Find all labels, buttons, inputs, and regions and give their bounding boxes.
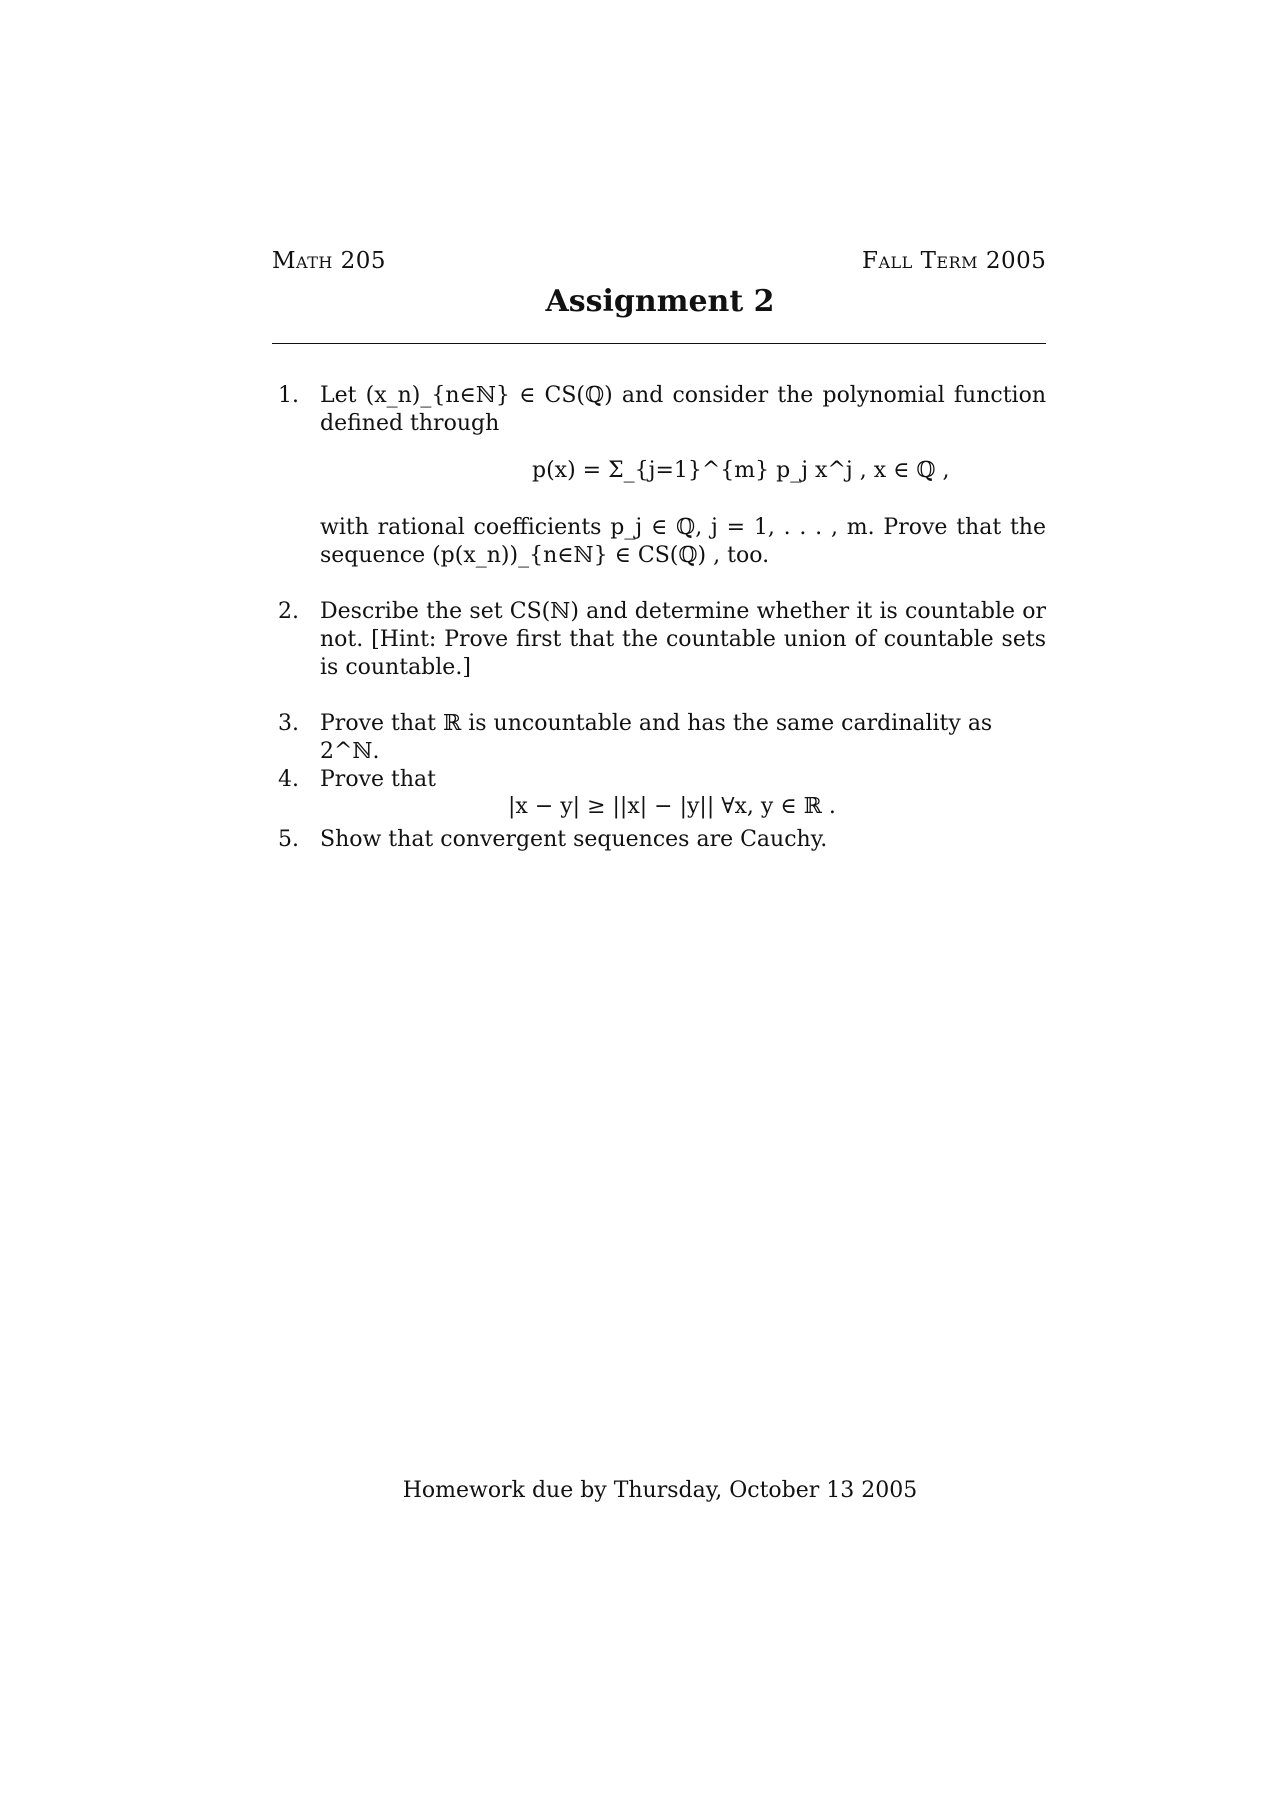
problem-number: 4. [278,767,299,792]
term-name: Fall Term 2005 [862,248,1047,274]
problem-2-text: Describe the set CS(ℕ) and determine whether it is countable or not. [Hint: Prove first that the countable union of countable sets is countable.] [320,599,1046,680]
problem-number: 1. [278,383,299,408]
header-rule [272,343,1046,344]
problem-2 [278,598,1046,682]
course-name: Math 205 [272,248,387,274]
problem-number: 2. [278,599,299,624]
problem-4-equation: |x − y| ≥ ||x| − |y|| ∀x, y ∈ ℝ . [508,794,836,819]
problem-number: 3. [278,711,299,736]
problem-3 [278,710,1046,766]
problem-1-conclusion-block [320,514,1046,570]
problem-4-text: Prove that [320,767,436,792]
problem-1-intro: Let (x_n)_{n∈ℕ} ∈ CS(ℚ) and consider the polynomial function defined through [320,383,1046,436]
problem-5-text: Show that convergent sequences are Cauchy. [320,827,828,852]
problem-1 [278,382,1046,438]
problem-4 [278,766,1046,794]
problem-1-equation: p(x) = Σ_{j=1}^{m} p_j x^j , x ∈ ℚ , [532,458,950,483]
problem-5 [278,826,1046,854]
page-title: Assignment 2 [545,284,775,319]
due-date-footer: Homework due by Thursday, October 13 2005 [402,1478,918,1503]
problem-1-conclusion: with rational coefficients p_j ∈ ℚ, j = 1, . . . , m. Prove that the sequence (p(x_n))_{n∈ℕ} ∈ CS(ℚ) , too. [320,515,1046,568]
problem-3-text: Prove that ℝ is uncountable and has the same cardinality as 2^ℕ. [320,711,993,764]
problem-number: 5. [278,827,299,852]
